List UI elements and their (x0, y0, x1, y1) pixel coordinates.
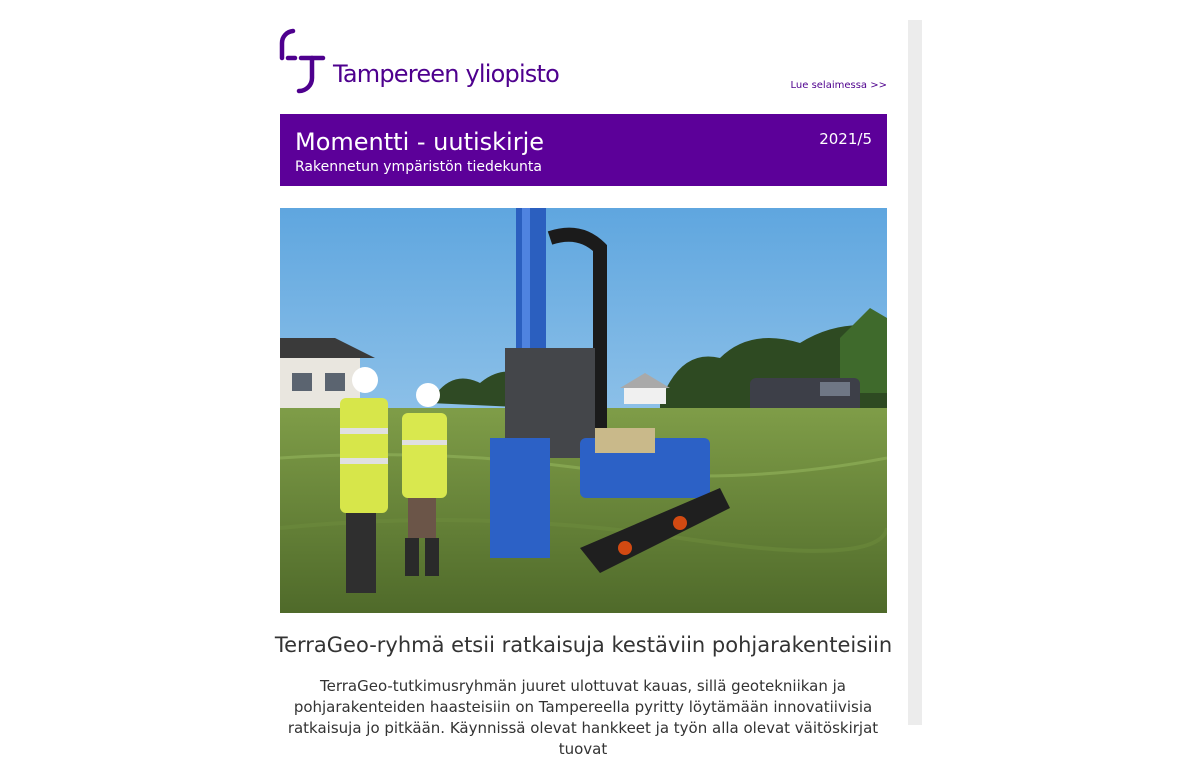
drilling-rig-photo (280, 208, 887, 613)
article-body: TerraGeo-tutkimusryhmän juuret ulottuvat kauas, sillä geotekniikan ja pohjarakenteiden haasteisiin on Tampereella pyritty löytämään innovatiivisia ratkaisuja jo pitkään. Käynnissä olevat hankkeet ja työn alla olevat väitöskirjat tuovat (287, 677, 879, 758)
newsletter-title: Momentti - uutiskirje (295, 128, 545, 156)
view-in-browser-link[interactable]: Lue selaimessa >> (790, 80, 887, 91)
university-logo[interactable] (279, 28, 559, 94)
newsletter-subtitle: Rakennetun ympäristön tiedekunta (295, 159, 542, 175)
newsletter-banner (280, 114, 887, 186)
tampere-logo-icon (279, 28, 331, 94)
logo-text: Tampereen yliopisto (333, 60, 560, 88)
newsletter-email (265, 20, 908, 758)
hero-image[interactable] (280, 208, 887, 613)
scrollbar-track[interactable] (908, 20, 922, 725)
issue-number: 2021/5 (819, 130, 872, 148)
article-title[interactable]: TerraGeo-ryhmä etsii ratkaisuja kestäviin pohjarakenteisiin (274, 633, 893, 657)
